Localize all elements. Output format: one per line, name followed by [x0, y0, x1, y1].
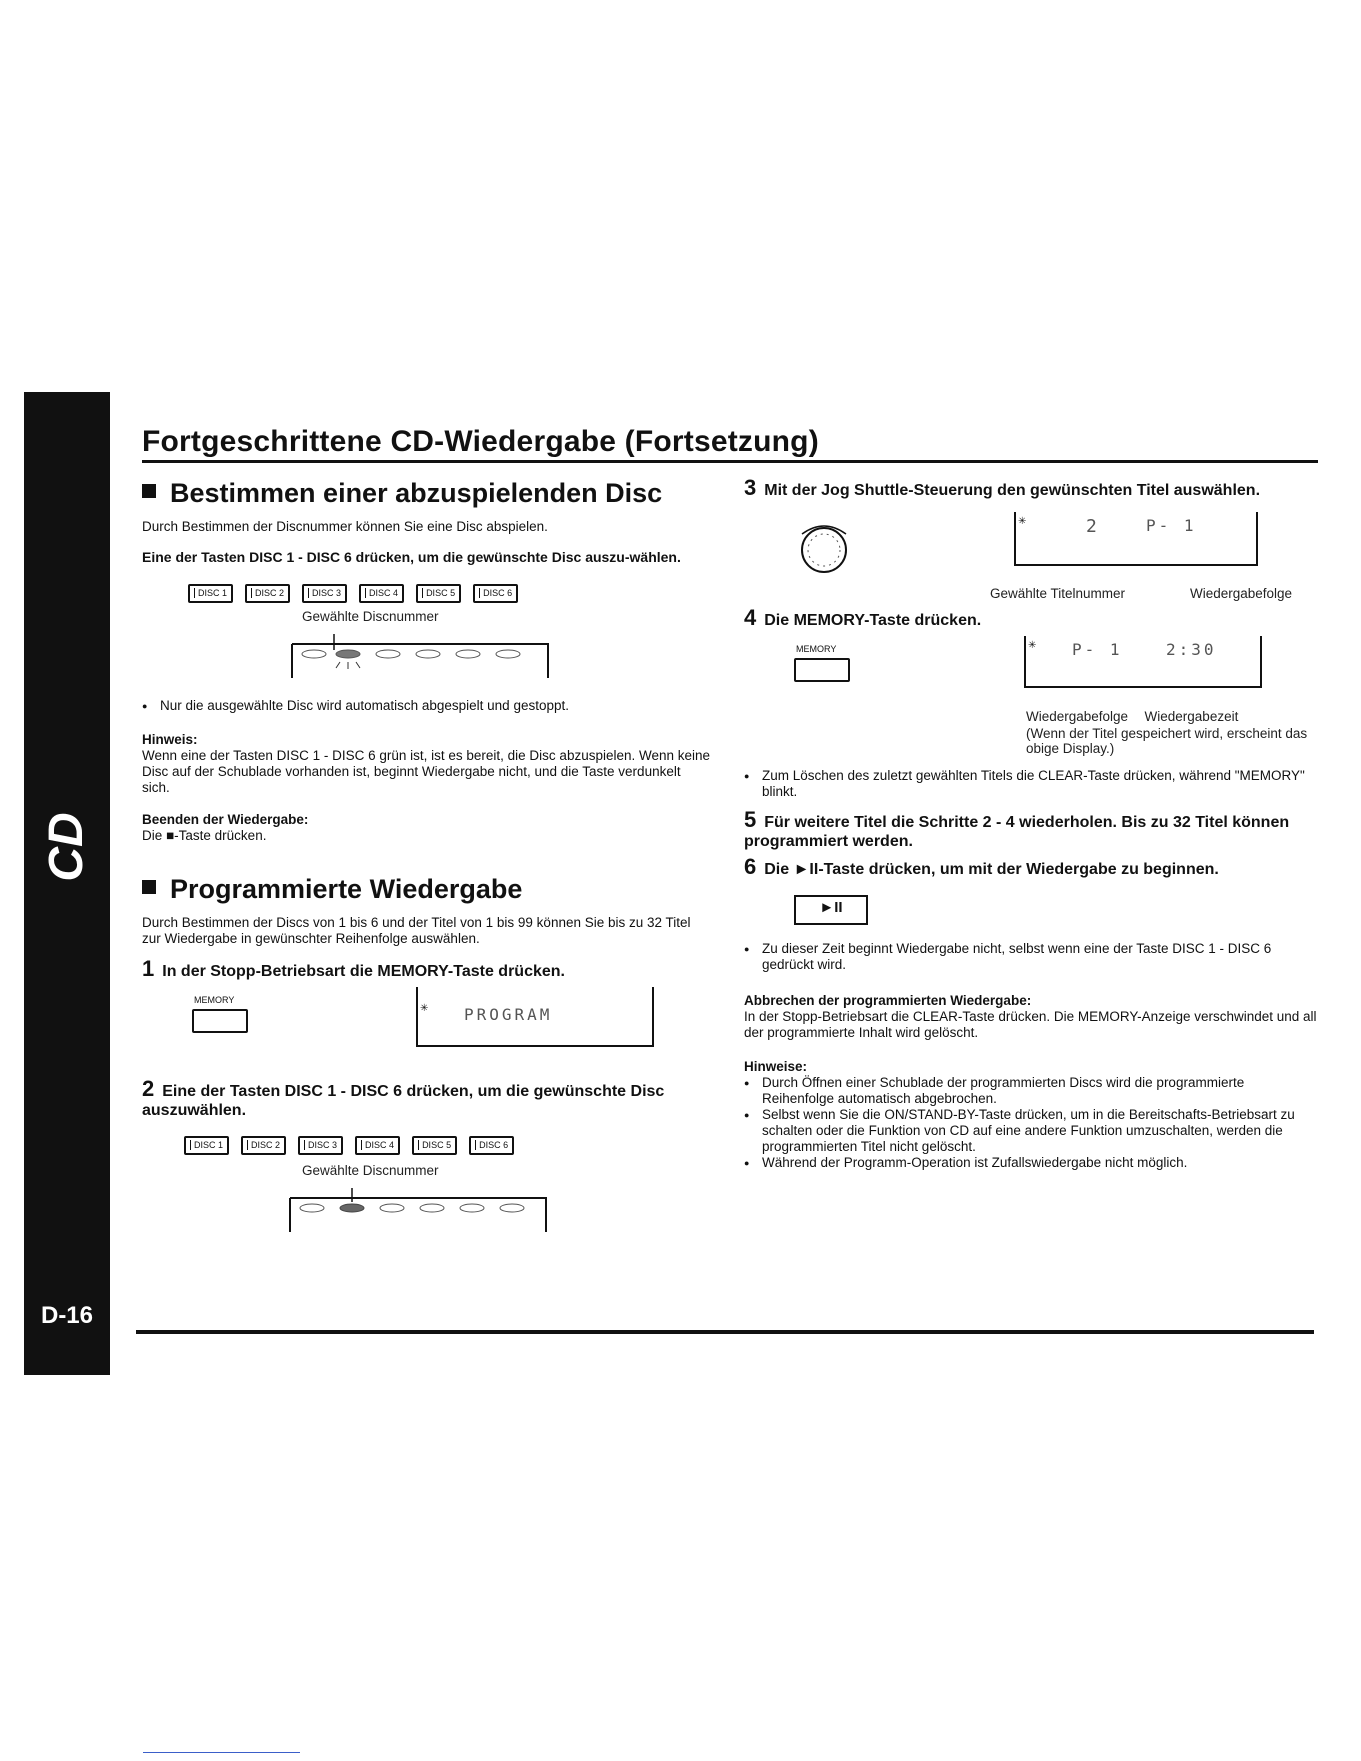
disc-2-button[interactable]: DISC 2: [245, 584, 290, 603]
memory-button-label: MEMORY: [796, 644, 837, 654]
memory-indicator-icon: ✳: [420, 1003, 429, 1014]
caption-track-number: Gewählte Titelnummer: [990, 586, 1126, 601]
disc-4-button[interactable]: DISC 4: [359, 584, 404, 603]
section-label: CD: [40, 812, 93, 882]
step3-figure: [744, 500, 1318, 586]
disc-6-button[interactable]: DISC 6: [469, 1136, 514, 1155]
track-display: [1014, 512, 1258, 566]
memory-display: [1024, 636, 1262, 688]
stop-text: Die ■-Taste drücken.: [142, 828, 267, 843]
memory-button-label: MEMORY: [194, 995, 235, 1005]
program-display: [416, 987, 654, 1047]
stop-title: Beenden der Wiedergabe:: [142, 812, 309, 827]
disc-2-button[interactable]: DISC 2: [241, 1136, 286, 1155]
abort-text: In der Stopp-Betriebsart die CLEAR-Taste drücken. Die MEMORY-Anzeige verschwindet und all der programmierte Inhalt wird gelöscht.: [744, 1009, 1317, 1040]
hint-item: ● Selbst wenn Sie die ON/STAND-BY-Taste drücken, um in die Bereitschafts-Betriebsart zu schalten oder die Funktion von CD auf eine andere Funktion umzuschalten, werden die programmierten Titel nicht gelöscht.: [744, 1107, 1318, 1155]
section-heading-program: Programmierte Wiedergabe: [142, 874, 712, 905]
play-time: 2:30: [1166, 640, 1217, 659]
right-column: [744, 475, 1318, 1171]
step-4: 4 Die MEMORY-Taste drücken.: [744, 605, 982, 630]
sidebar: [24, 392, 110, 1375]
disc-1-button[interactable]: DISC 1: [188, 584, 233, 603]
intro-disc: Durch Bestimmen der Discnummer können Sie eine Disc abspielen.: [142, 519, 548, 534]
jog-shuttle-dial-icon: [794, 518, 854, 578]
instruction-disc: Eine der Tasten DISC 1 - DISC 6 drücken, um die gewünschte Disc auszu-wählen.: [142, 549, 681, 565]
step4-figure: [744, 630, 1318, 708]
title-divider: [142, 460, 1318, 463]
program-display-text: PROGRAM: [464, 1005, 553, 1024]
abort-title: Abbrechen der programmierten Wiedergabe:: [744, 993, 1032, 1008]
disc-indicator-display-2: [288, 1188, 548, 1238]
caption-selected-disc: Gewählte Discnummer: [302, 609, 439, 624]
play-pause-label: ►II: [819, 899, 843, 916]
left-column: [142, 478, 712, 1238]
disc-5-button[interactable]: DISC 5: [412, 1136, 457, 1155]
memory-indicator-icon: ✳: [1018, 516, 1027, 527]
footer-line: [143, 1752, 300, 1753]
track-number: 2: [1086, 516, 1100, 537]
step3-captions: [744, 586, 1318, 608]
memory-button[interactable]: [192, 1009, 248, 1033]
bottom-divider: [136, 1330, 1314, 1334]
memory-indicator-icon: ✳: [1028, 640, 1037, 651]
disc-3-button[interactable]: DISC 3: [302, 584, 347, 603]
memory-button[interactable]: [794, 658, 850, 682]
caption-selected-disc-2: Gewählte Discnummer: [302, 1163, 439, 1178]
step-2: 2 Eine der Tasten DISC 1 - DISC 6 drücken, um die gewünschte Disc auszuwählen.: [142, 1076, 665, 1119]
disc-button-row: [188, 584, 712, 603]
caption-play-order: Wiedergabefolge: [1190, 586, 1293, 601]
page-number: D-16: [40, 1302, 94, 1329]
bullet-no-playback: ● Zu dieser Zeit beginnt Wiedergabe nicht, selbst wenn eine der Taste DISC 1 - DISC 6 gedrückt wird.: [744, 941, 1318, 973]
disc-indicator-display: [290, 634, 550, 684]
hint-item: ● Während der Programm-Operation ist Zufallswiedergabe nicht möglich.: [744, 1155, 1318, 1171]
step-1: 1 In der Stopp-Betriebsart die MEMORY-Taste drücken.: [142, 956, 565, 981]
hint-item: ● Durch Öffnen einer Schublade der programmierten Discs wird die programmierte Reihenfolge automatisch abgebrochen.: [744, 1075, 1318, 1107]
bullet-disc-only: ● Nur die ausgewählte Disc wird automatisch abgespielt und gestoppt.: [142, 698, 712, 714]
disc-3-button[interactable]: DISC 3: [298, 1136, 343, 1155]
page-title: Fortgeschrittene CD-Wiedergabe (Fortsetzung): [142, 425, 819, 458]
caption-play-order-4: Wiedergabefolge: [1026, 709, 1129, 724]
caption-play-time: Wiedergabezeit: [1144, 709, 1239, 724]
hint-text: Wenn eine der Tasten DISC 1 - DISC 6 grün ist, ist es bereit, die Disc abzuspielen. Wenn keine Disc auf der Schublade vorhanden ist, beginnt Wiedergabe nicht, und die Taste verdunkelt sich.: [142, 748, 711, 795]
step-5: 5 Für weitere Titel die Schritte 2 - 4 wiederholen. Bis zu 32 Titel können programmiert werden.: [744, 807, 1290, 850]
disc-4-button[interactable]: DISC 4: [355, 1136, 400, 1155]
program-step: P- 1: [1146, 516, 1197, 535]
step1-figure: [142, 981, 712, 1061]
intro-program: Durch Bestimmen der Discs von 1 bis 6 und der Titel von 1 bis 99 können Sie bis zu 32 Titel zur Wiedergabe in gewünschter Reihenfolge auswählen.: [142, 915, 691, 946]
caption-display-note: (Wenn der Titel gespeichert wird, erscheint das obige Display.): [1026, 726, 1308, 756]
disc-6-button[interactable]: DISC 6: [473, 584, 518, 603]
hint-title: Hinweis:: [142, 732, 198, 747]
hints-title: Hinweise:: [744, 1059, 808, 1074]
step-3: 3 Mit der Jog Shuttle-Steuerung den gewünschten Titel auswählen.: [744, 475, 1261, 500]
step-6: 6 Die ►II-Taste drücken, um mit der Wiedergabe zu beginnen.: [744, 854, 1219, 879]
step4-captions: [1026, 708, 1318, 756]
disc-1-button[interactable]: DISC 1: [184, 1136, 229, 1155]
disc-button-row-2: [184, 1136, 712, 1155]
disc-5-button[interactable]: DISC 5: [416, 584, 461, 603]
play-pause-button[interactable]: [794, 895, 868, 925]
program-step-4: P- 1: [1072, 640, 1123, 659]
bullet-clear: ● Zum Löschen des zuletzt gewählten Titels die CLEAR-Taste drücken, während "MEMORY" blinkt.: [744, 768, 1318, 800]
section-heading-disc: Bestimmen einer abzuspielenden Disc: [142, 478, 712, 509]
